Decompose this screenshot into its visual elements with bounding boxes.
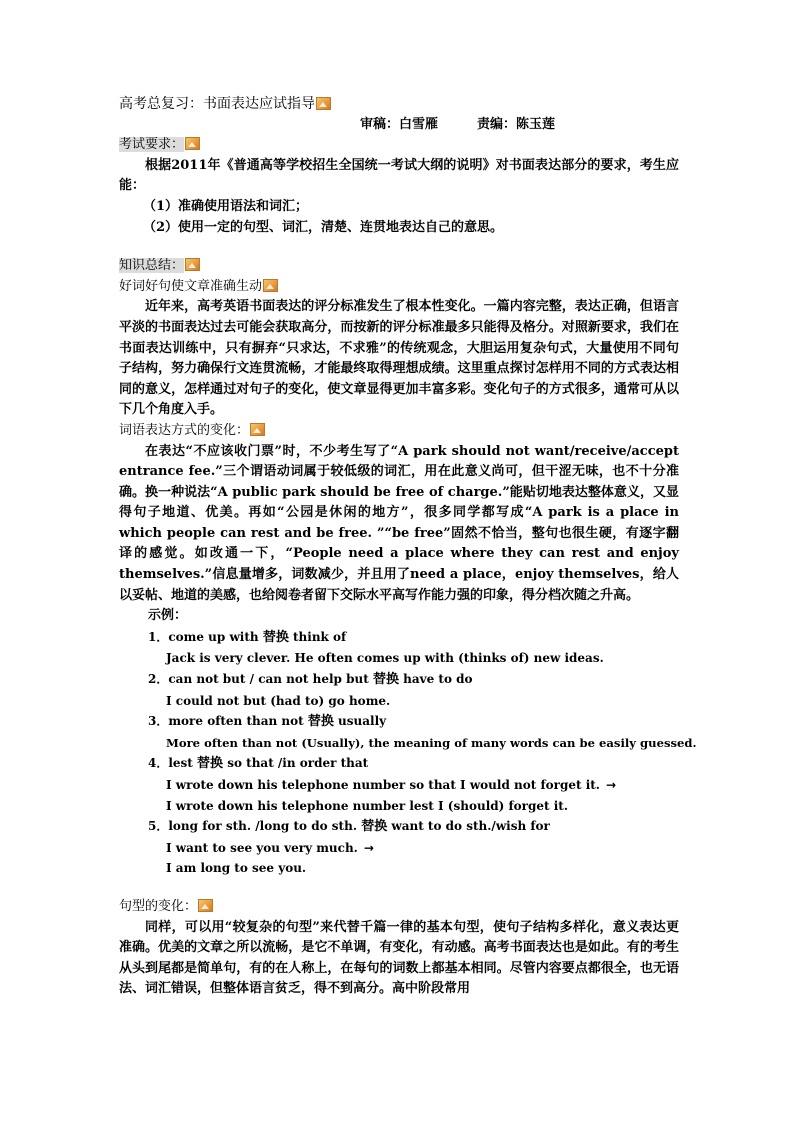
image-icon — [316, 97, 331, 110]
example-item-1 — [119, 627, 679, 649]
example-sentence: I am long to see you. — [166, 861, 307, 876]
example-sentence: I could not but (had to) go home. — [166, 693, 391, 708]
image-icon — [198, 899, 213, 912]
replace-label: 替换 — [307, 714, 334, 730]
sentence-change-paragraph: 同样，可以用“较复杂的句型”来代替千篇一律的基本句型，使句子结构多样化，意义表达更准确。优美的文章之所以流畅，是它不单调，有变化，有动感。高考书面表达也是如此。有的考生从头到尾都是简单句，有的在人称上，在每句的词数上都基本相同。尽管内容要点都很全，也无语法、词汇错误，但整体语言贫乏，得不到高分。高中阶段常用 — [119, 919, 679, 997]
example-number: 4． — [148, 756, 169, 771]
spacer — [119, 238, 679, 256]
example-sentence: I wrote down his telephone number lest I (should) forget it. — [166, 798, 569, 813]
replace-label: 替换 — [361, 819, 388, 835]
exam-req-item-2: （2）使用一定的句型、词汇，清楚、连贯地表达自己的意思。 — [143, 219, 504, 235]
knowledge-heading: 知识总结： — [119, 258, 185, 274]
knowledge-paragraph: 近年来，高考英语书面表达的评分标准发生了根本性变化。一篇内容完整，表达正确，但语言平淡的书面表达过去可能会获取高分，而按新的评分标准最多只能得及格分。对照新要求，我们在书面表达训练中，只有摒弃“只求达，不求雅”的传统观念，大胆运用复杂句式，大量使用不同句子结构，努力确保行文连贯流畅，才能最终取得理想成绩。这里重点探讨怎样用不同的方式表达相同的意义，怎样通过对句子的变化，使文章显得更加丰富多彩。变化句子的方式很多，通常可从以下几个角度入手。 — [119, 299, 679, 418]
example-phrase: lest — [168, 756, 198, 771]
example-number: 2． — [148, 672, 169, 687]
example-replacement: so that /in order that — [223, 756, 369, 771]
doc-title: 高考总复习：书面表达应试指导 — [119, 96, 315, 112]
example-number: 3． — [148, 714, 169, 729]
image-icon — [263, 279, 278, 292]
spacer — [119, 879, 679, 897]
example-phrase: more often than not — [168, 714, 308, 729]
exam-req-intro: 根据2011年《普通高等学校招生全国统一考试大纲的说明》对书面表达部分的要求，考生应能： — [119, 157, 679, 194]
word-change-heading: 词语表达方式的变化： — [119, 422, 250, 438]
example-sentence: I want to see you very much. — [166, 840, 358, 855]
doc-title-line — [119, 94, 679, 115]
example-sentence: I wrote down his telephone number so that I would not forget it. — [166, 778, 600, 792]
exam-req-item-1: （1）准确使用语法和词汇； — [143, 198, 309, 214]
replace-label: 替换 — [197, 756, 224, 772]
image-icon — [250, 423, 265, 436]
knowledge-subheading-line — [119, 277, 679, 298]
exam-req-heading: 考试要求： — [119, 137, 185, 153]
example-replacement: want to do sth./wish for — [387, 819, 550, 834]
example-item-4 — [119, 753, 679, 775]
example-number: 1． — [148, 629, 169, 644]
example-item-5 — [119, 816, 679, 838]
example-sentence-row — [119, 775, 679, 796]
image-icon — [185, 258, 200, 271]
example-replacement: have to do — [398, 672, 473, 687]
example-item-2 — [119, 669, 679, 691]
example-number: 5． — [148, 819, 169, 834]
image-icon — [185, 137, 200, 150]
word-change-heading-line — [119, 421, 679, 442]
sentence-change-heading: 句型的变化： — [119, 898, 198, 914]
word-change-paragraph: 在表达“不应该收门票”时，不少考生写了“A park should not want/receive/accept entrance fee.”三个谓语动词属于较低级的词汇，用在此意义尚可，但干涩无味，也不十分准确。换一种说法“A public park should be free of charge.”能贴切地表达整体意义，又显得句子地道、优美。再如“公园是休闲的地方”，很多同学都写成“A park is a place in which people can rest and be free. ”“be free”固然不恰当，整句也很生硬，有逐字翻译的感觉。如改通一下，“People need a place where they can rest and enjoy themselves.”信息量增多，词数减少，并且用了need a place，enjoy themselves，给人以妥帖、地道的美感，也给阅卷者留下交际水平高写作能力强的印象，得分档次随之升高。 — [119, 443, 679, 603]
example-replacement: think of — [288, 629, 347, 644]
knowledge-heading-line — [119, 256, 679, 277]
example-replacement: usually — [333, 714, 387, 729]
example-phrase: long for sth. /long to do sth. — [168, 819, 362, 834]
replace-label: 替换 — [262, 629, 289, 645]
replace-label: 替换 — [372, 672, 399, 688]
example-phrase: can not but / can not help but — [168, 672, 373, 687]
example-sentence: Jack is very clever. He often comes up with (thinks of) new ideas. — [166, 651, 604, 666]
example-sentence: More often than not (Usually), the meaning of many words can be easily guessed. — [166, 735, 697, 750]
example-item-3 — [119, 711, 679, 733]
example-phrase: come up with — [168, 629, 263, 644]
example-sentence-row — [119, 838, 679, 859]
sentence-change-heading-line — [119, 897, 679, 918]
document-page — [119, 94, 697, 1000]
examples-label: 示例： — [148, 608, 188, 624]
arrow-right-icon: → — [606, 778, 617, 792]
exam-req-heading-line — [119, 135, 679, 156]
byline: 审稿：白雪雁 责编：陈玉莲 — [360, 116, 556, 132]
examples-list — [119, 627, 697, 879]
knowledge-subheading: 好词好句使文章准确生动 — [119, 278, 263, 294]
arrow-right-icon: → — [363, 840, 374, 855]
